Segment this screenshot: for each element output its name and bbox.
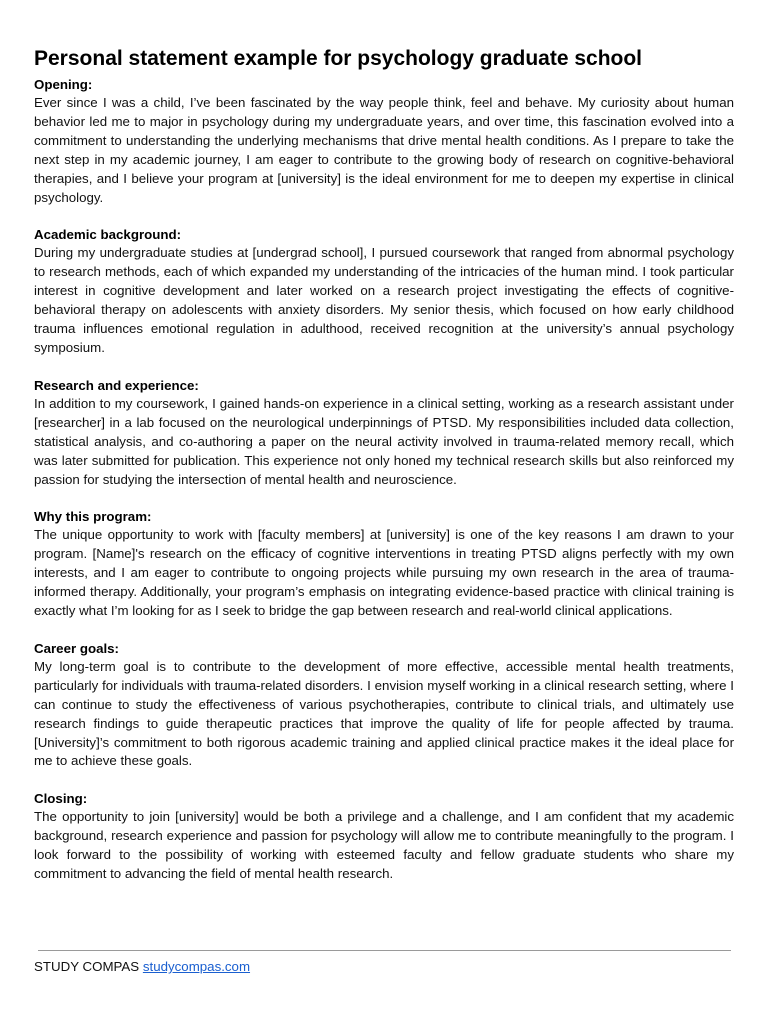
section-heading: Closing:: [34, 791, 88, 807]
section-heading: Career goals:: [34, 640, 119, 656]
section-closing: [34, 789, 734, 884]
footer-brand: STUDY COMPAS: [34, 959, 140, 974]
section-why-this-program: [34, 507, 734, 621]
section-academic-background: [34, 225, 734, 357]
footer: [34, 958, 250, 976]
section-body: During my undergraduate studies at [undergrad school], I pursued coursework that ranged from abnormal psychology to research methods, each of which expanded my understanding of the intricacies of the human mind. I took particular interest in cognitive development and later worked on a research project investigating the effects of cognitive-behavioral therapy on adolescents with anxiety disorders. My senior thesis, which focused on how early childhood trauma influences emotional regulation in adulthood, received recognition at the university’s annual psychology symposium.: [34, 245, 734, 355]
section-opening: [34, 75, 734, 207]
section-research-experience: [34, 376, 734, 490]
section-career-goals: [34, 639, 734, 771]
page-title: Personal statement example for psychology graduate school: [34, 47, 643, 70]
document-page: [34, 46, 734, 902]
section-heading: Research and experience:: [34, 377, 199, 393]
section-heading: Academic background:: [34, 227, 182, 243]
footer-divider: [38, 950, 731, 951]
section-body: The unique opportunity to work with [faculty members] at [university] is one of the key reasons I am drawn to your program. [Name]'s research on the efficacy of cognitive interventions in treating PTSD aligns perfectly with my own interests, and I am eager to contribute to ongoing projects while pursuing my own research in the area of trauma-informed therapy. Additionally, your program’s emphasis on integrating evidence-based practice with clinical training is exactly what I’m looking for as I seek to bridge the gap between research and real-world clinical applications.: [34, 527, 734, 619]
section-body: My long-term goal is to contribute to the development of more effective, accessible mental health treatments, particularly for individuals with trauma-related disorders. I envision myself working in a clinical research setting, where I can continue to study the effectiveness of various psychotherapies, contribute to clinical trials, and ultimately use research findings to guide therapeutic practices that improve the quality of life for people affected by trauma. [University]’s commitment to both rigorous academic training and applied clinical practice makes it the ideal place for me to achieve these goals.: [34, 658, 734, 769]
section-body: Ever since I was a child, I’ve been fascinated by the way people think, feel and behave. My curiosity about human behavior led me to major in psychology during my undergraduate years, and over time, this fascination evolved into a commitment to understanding the underlying mechanisms that drive mental health conditions. As I prepare to take the next step in my academic journey, I am eager to contribute to the growing body of research on cognitive-behavioral therapies, and I believe your program at [university] is the ideal environment for me to deepen my expertise in clinical psychology.: [34, 95, 734, 205]
section-heading: Why this program:: [34, 509, 152, 525]
section-body: In addition to my coursework, I gained hands-on experience in a clinical setting, working as a research assistant under [researcher] in a lab focused on the neurological underpinnings of PTSD. My responsibilities included data collection, statistical analysis, and co-authoring a paper on the neural activity involved in trauma-related memory recall, which was later submitted for publication. This experience not only honed my technical research skills but also reinforced my passion for studying the intersection of mental health and neuroscience.: [34, 395, 734, 487]
footer-link[interactable]: studycompas.com: [142, 959, 251, 974]
section-heading: Opening:: [34, 77, 93, 92]
section-body: The opportunity to join [university] would be both a privilege and a challenge, and I am confident that my academic background, research experience and passion for psychology will allow me to contribute meaningfully to the program. I look forward to the possibility of working with esteemed faculty and fellow graduate students who share my commitment to advancing the field of mental health research.: [34, 809, 734, 882]
